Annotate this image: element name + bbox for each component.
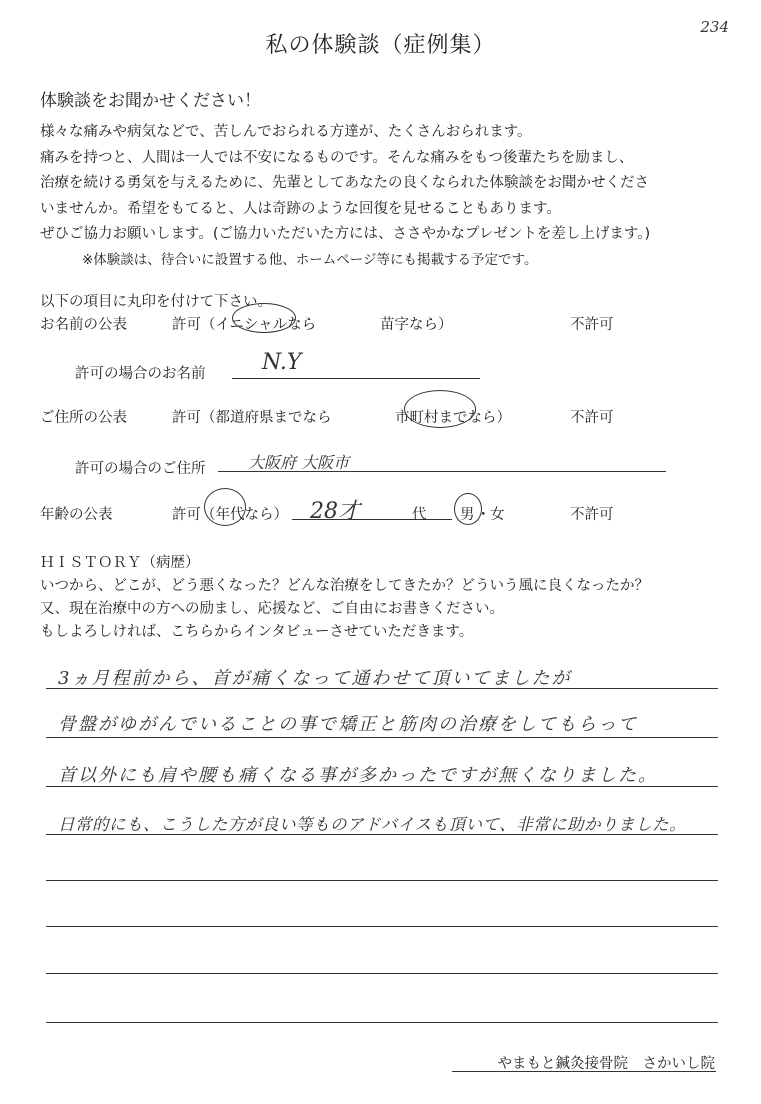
history-prompt: 又、現在治療中の方への励まし、応援など、ご自由にお書きください。 (40, 601, 504, 617)
history-handwritten-line[interactable]: 骨盤がゆがんでいることの事で矯正と筋肉の治療をしてもらって (58, 714, 638, 735)
writing-line (46, 1022, 718, 1023)
name-deny-option[interactable]: 不許可 (570, 317, 614, 333)
gender-female-option[interactable]: 女 (490, 507, 505, 523)
address-field-label: 許可の場合のご住所 (75, 461, 206, 477)
age-publish-label: 年齢の公表 (40, 507, 113, 523)
gender-separator: ・ (476, 507, 491, 523)
selection-circle (204, 488, 246, 526)
name-field-value[interactable]: N.Y (262, 350, 302, 375)
writing-line (46, 834, 718, 835)
writing-line (46, 973, 718, 974)
writing-line (46, 688, 718, 689)
age-deny-option[interactable]: 不許可 (570, 507, 614, 523)
selection-circle (404, 390, 476, 428)
age-field-underline (292, 519, 452, 520)
history-handwritten-line[interactable]: 3ヵ月程前から、首が痛くなって通わせて頂いてましたが (58, 668, 572, 689)
writing-line (46, 880, 718, 881)
name-field-label: 許可の場合のお名前 (75, 366, 206, 382)
intro-note: ※体験談は、待合いに設置する他、ホームページ等にも掲載する予定です。 (82, 251, 538, 268)
age-permit-option[interactable]: 許可（年代なら） (172, 507, 288, 523)
history-prompt: もしよろしければ、こちらからインタビューさせていただきます。 (40, 624, 474, 640)
intro-line: ぜひご協力お願いします。(ご協力いただいた方には、ささやかなプレゼントを差し上げます。) (40, 226, 651, 242)
name-field-underline (232, 378, 480, 379)
address-field-underline (218, 471, 666, 472)
writing-line (46, 926, 718, 927)
age-value[interactable]: 28才 (310, 499, 360, 524)
writing-line (46, 737, 718, 738)
selection-circle (232, 303, 296, 333)
age-decade-suffix: 代 (412, 507, 427, 523)
name-permit-initials-option[interactable]: 許可（イニシャルなら (172, 317, 317, 333)
history-section (40, 552, 649, 644)
intro-line: 痛みを持つと、人間は一人では不安になるものです。そんな痛みをもつ後輩たちを励まし、 (40, 149, 634, 166)
history-title: ＨＩＳＴＯＲＹ（病歴） (40, 555, 200, 571)
address-permit-city-option[interactable]: 市町村までなら） (395, 410, 511, 426)
footer-underline (452, 1071, 716, 1072)
writing-line (46, 786, 718, 787)
address-permit-prefecture-option[interactable]: 許可（都道府県までなら (172, 410, 332, 426)
section-heading: 体験談をお聞かせください！ (40, 91, 261, 111)
history-handwritten-line[interactable]: 首以外にも肩や腰も痛くなる事が多かったですが無くなりました。 (58, 765, 658, 786)
history-handwritten-line[interactable]: 日常的にも、こうした方が良い等ものアドバイスも頂いて、非常に助かりました。 (58, 815, 687, 834)
page-number: 234 (700, 18, 729, 36)
intro-line: 治療を続ける勇気を与えるために、先輩としてあなたの良くなられた体験談をお聞かせくださ (40, 175, 649, 191)
gender-male-option[interactable]: 男 (460, 507, 475, 523)
address-field-value[interactable]: 大阪府 大阪市 (248, 453, 350, 472)
intro-line: いませんか。希望をもてると、人は奇跡のような回復を見せることもあります。 (40, 200, 561, 217)
address-publish-label: ご住所の公表 (40, 410, 127, 426)
clinic-name: やまもと鍼灸接骨院 さかいし院 (497, 1056, 715, 1072)
page-title: 私の体験談（症例集） (265, 33, 496, 58)
name-permit-surname-option[interactable]: 苗字なら） (380, 317, 453, 333)
instruction-text: 以下の項目に丸印を付けて下さい。 (40, 294, 272, 310)
name-publish-label: お名前の公表 (40, 317, 127, 333)
intro-line: 様々な痛みや病気などで、苦しんでおられる方達が、たくさんおられます。 (40, 124, 532, 140)
intro-text (40, 120, 730, 273)
history-prompt: いつから、どこが、どう悪くなった？どんな治療をしてきたか？どういう風に良くなったか？ (40, 578, 649, 594)
address-deny-option[interactable]: 不許可 (570, 410, 614, 426)
